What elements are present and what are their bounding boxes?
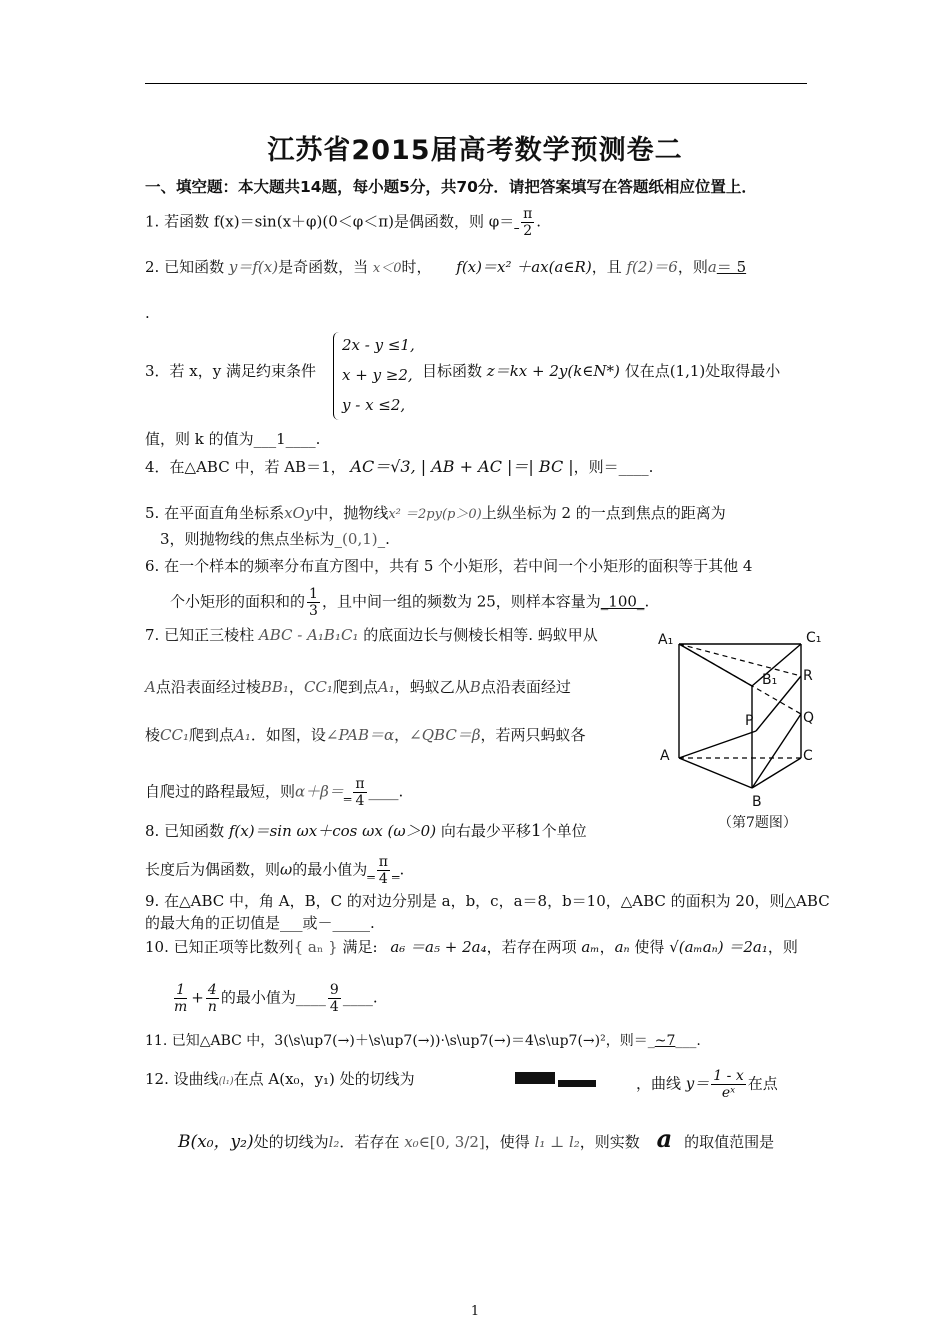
label-q: Q xyxy=(803,710,815,726)
question-10-line-2: $\frac{1}{m}$ + $\frac{4}{n}$ 的最小值为____ $\frac{9}{4}$ ____. xyxy=(174,982,378,1015)
question-9-line-2: 的最大角的正切值是___或－_____. xyxy=(145,914,375,932)
question-7-line-1: 7. 已知正三棱柱 ABC - A₁B₁C₁ 的底面边长与侧棱长相等. 蚂蚁甲从 xyxy=(145,626,598,644)
q1-text: 1. 若函数 f(x)＝sin(x＋φ)(0＜φ＜π)是偶函数，则 φ＝ xyxy=(145,212,515,231)
question-12-line-1-tail: ，曲线 y＝ $\frac{1 - x}{\text{eˣ}}$ 在点 xyxy=(636,1068,778,1101)
label-p: P xyxy=(745,713,754,729)
figure-caption: （第7题图） xyxy=(718,815,797,831)
question-10-line-1: 10. 已知正项等比数列{ aₙ } 满足: a₆ ＝a₅ + 2a₄，若存在两项 aₘ，aₙ 使得 √(aₘaₙ) ＝2a₁，则 xyxy=(145,938,798,956)
label-c1: C₁ xyxy=(806,630,822,646)
question-4: 4．在△ABC 中，若 AB＝1， AC＝√3, | AB + AC |＝| BC |，则＝____. xyxy=(145,457,654,476)
q3-lead: 3．若 x，y 满足约束条件 xyxy=(145,362,317,380)
question-8-line-1: 8. 已知函数 f(x)＝sin ωx＋cos ωx (ω＞0) 向右最少平移1个单位 xyxy=(145,821,587,841)
label-b: B xyxy=(752,794,762,810)
question-5-line-2: 3，则抛物线的焦点坐标为_(0,1)_. xyxy=(160,530,390,548)
garbled-formula-mark xyxy=(515,1072,555,1084)
q1-answer-fraction: $\frac{\pi}{2}$ xyxy=(523,206,533,239)
label-b1: B₁ xyxy=(762,672,778,688)
question-6-line-1: 6. 在一个样本的频率分布直方图中，共有 5 个小矩形，若中间一个小矩形的面积等于其他 4 xyxy=(145,557,753,575)
question-7-line-2: A点沿表面经过棱BB₁，CC₁爬到点A₁，蚂蚁乙从B点沿表面经过 xyxy=(145,678,571,696)
garbled-formula-mark-2 xyxy=(558,1080,596,1087)
q3-constraint-2: x + y ≥2, xyxy=(342,366,413,384)
question-1: 1. 若函数 f(x)＝sin(x＋φ)(0＜φ＜π)是偶函数，则 φ＝ $\frac{\pi}{2}$ . xyxy=(145,206,542,239)
question-8-line-2: 长度后为偶函数，则ω的最小值为_ $\frac{\pi}{4}$ _. xyxy=(145,854,405,887)
label-r: R xyxy=(803,668,813,684)
label-a1: A₁ xyxy=(658,632,674,648)
question-7-line-4: 自爬过的路程最短，则α＋β＝_ $\frac{\pi}{4}$ ____. xyxy=(145,776,404,809)
q3-constraint-3: y - x ≤2, xyxy=(342,396,406,414)
question-2: 2. 已知函数 y＝f(x)是奇函数，当 x＜0时， f(x)＝x² ＋ax(a∈R)，且 f(2)＝6，则a＝ 5 xyxy=(145,258,747,276)
q3-line-2: 值，则 k 的值为___1____. xyxy=(145,430,321,448)
question-11: 11. 已知△ABC 中，3(\s\up7(→)＋\s\up7(→))·\s\up7(→)＝4\s\up7(→)²，则＝_~7___. xyxy=(145,1033,701,1049)
question-12-line-2: B(x₀，y₂)处的切线为l₂．若存在 x₀∈[0, 3/2]，使得 l₁ ⊥ l₂，则实数 a 的取值范围是 xyxy=(178,1124,775,1153)
prism-figure xyxy=(655,628,830,828)
q3-constraint-1: 2x - y ≤1, xyxy=(342,336,415,354)
header-rule xyxy=(145,83,807,84)
question-7-line-3: 棱CC₁爬到点A₁．如图，设∠PAB＝α，∠QBC＝β，若两只蚂蚁各 xyxy=(145,726,586,744)
question-6-line-2: 个小矩形的面积和的 $\frac{1}{3}$ ，且中间一组的频数为 25，则样本容量为_100_. xyxy=(170,586,650,619)
section-heading: 一、填空题：本大题共14题，每小题5分，共70分．请把答案填写在答题纸相应位置上． xyxy=(145,178,757,196)
question-12-line-1: 12. 设曲线(l₁)在点 A(x₀，y₁) 处的切线为 xyxy=(145,1070,415,1088)
q3-objective: 目标函数 z＝kx + 2y(k∈N*) 仅在点(1,1)处取得最小 xyxy=(422,362,781,380)
label-a: A xyxy=(660,748,670,764)
constraint-brace xyxy=(333,332,342,420)
question-5-line-1: 5. 在平面直角坐标系xOy中，抛物线x² ＝2py(p＞0)上纵坐标为 2 的一点到焦点的距离为 xyxy=(145,504,726,522)
question-9-line-1: 9. 在△ABC 中，角 A，B，C 的对边分别是 a，b，c，a＝8，b＝10，△ABC 的面积为 20，则△ABC xyxy=(145,892,830,910)
label-c: C xyxy=(803,748,813,764)
page-number: 1 xyxy=(470,1304,480,1319)
q2-dot: . xyxy=(145,304,150,322)
page-title: 江苏省2015届高考数学预测卷二 xyxy=(267,135,683,166)
